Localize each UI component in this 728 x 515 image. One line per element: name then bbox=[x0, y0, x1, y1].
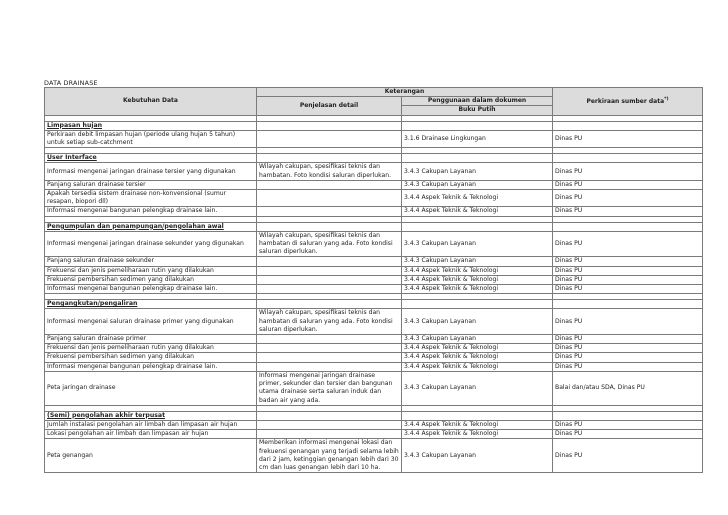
section-title: Limpasan hujan bbox=[45, 121, 257, 130]
penjelasan-detail-cell bbox=[257, 180, 402, 189]
empty-cell bbox=[402, 222, 553, 231]
sumber-data-cell: Dinas PU bbox=[553, 231, 703, 257]
kebutuhan-data-cell: Informasi mengenai bangunan pelengkap drainase lain. bbox=[45, 285, 257, 294]
empty-cell bbox=[257, 222, 402, 231]
sumber-data-cell: Dinas PU bbox=[553, 190, 703, 207]
section-title: Pengangkutan/pengaliran bbox=[45, 300, 257, 309]
table-row bbox=[45, 190, 703, 207]
sumber-data-cell: Dinas PU bbox=[553, 257, 703, 266]
section-title: Pengumpulan dan penampungan/pengolahan awal bbox=[45, 222, 257, 231]
sumber-data-cell: Dinas PU bbox=[553, 163, 703, 180]
penjelasan-detail-cell: Wilayah cakupan, spesifikasi teknis dan hambatan di saluran yang ada. Foto kondisi saluran diperlukan. bbox=[257, 231, 402, 257]
table-row bbox=[45, 420, 703, 429]
empty-cell bbox=[553, 222, 703, 231]
section-row bbox=[45, 411, 703, 420]
kebutuhan-data-cell: Lokasi pengolahan air limbah dan limpasan air hujan bbox=[45, 430, 257, 439]
section-row bbox=[45, 121, 703, 130]
sumber-data-cell: Dinas PU bbox=[553, 362, 703, 371]
kebutuhan-data-cell: Informasi mengenai bangunan pelengkap drainase lain. bbox=[45, 362, 257, 371]
penjelasan-detail-cell bbox=[257, 353, 402, 362]
table-row bbox=[45, 266, 703, 275]
header-keterangan: Keterangan bbox=[257, 88, 553, 97]
penjelasan-detail-cell bbox=[257, 430, 402, 439]
penjelasan-detail-cell bbox=[257, 335, 402, 344]
sumber-data-cell: Dinas PU bbox=[553, 266, 703, 275]
section-row bbox=[45, 154, 703, 163]
sumber-data-cell: Dinas PU bbox=[553, 439, 703, 473]
penjelasan-detail-cell bbox=[257, 420, 402, 429]
penggunaan-dokumen-cell: 3.4.3 Cakupan Layanan bbox=[402, 180, 553, 189]
sumber-data-cell: Dinas PU bbox=[553, 309, 703, 335]
empty-cell bbox=[402, 121, 553, 130]
table-row bbox=[45, 207, 703, 216]
penjelasan-detail-cell: Informasi mengenai jaringan drainase primer, sekunder dan tersier dan bangunan utama drainase serta saluran induk dan badan air yang ada. bbox=[257, 371, 402, 405]
penggunaan-dokumen-cell: 3.4.3 Cakupan Layanan bbox=[402, 371, 553, 405]
penjelasan-detail-cell bbox=[257, 190, 402, 207]
table-row bbox=[45, 163, 703, 180]
section-row bbox=[45, 300, 703, 309]
penggunaan-dokumen-cell: 3.4.4 Aspek Teknik & Teknologi bbox=[402, 285, 553, 294]
kebutuhan-data-cell: Apakah tersedia sistem drainase non-konvensional (sumur resapan, biopori dll) bbox=[45, 190, 257, 207]
penggunaan-dokumen-cell: 3.4.4 Aspek Teknik & Teknologi bbox=[402, 353, 553, 362]
penjelasan-detail-cell bbox=[257, 207, 402, 216]
empty-cell bbox=[257, 411, 402, 420]
table-row bbox=[45, 257, 703, 266]
empty-cell bbox=[553, 121, 703, 130]
table-row bbox=[45, 180, 703, 189]
sumber-data-cell: Dinas PU bbox=[553, 180, 703, 189]
kebutuhan-data-cell: Perkiraan debit limpasan hujan (periode ulang hujan 5 tahun) untuk setiap sub-catchment bbox=[45, 130, 257, 147]
kebutuhan-data-cell: Informasi mengenai bangunan pelengkap drainase lain. bbox=[45, 207, 257, 216]
sumber-data-cell: Dinas PU bbox=[553, 285, 703, 294]
empty-cell bbox=[257, 154, 402, 163]
kebutuhan-data-cell: Peta jaringan drainase bbox=[45, 371, 257, 405]
empty-cell bbox=[553, 411, 703, 420]
penggunaan-dokumen-cell: 3.4.3 Cakupan Layanan bbox=[402, 257, 553, 266]
penggunaan-dokumen-cell: 3.4.4 Aspek Teknik & Teknologi bbox=[402, 430, 553, 439]
header-perkiraan-sumber-data: Perkiraan sumber data*) bbox=[553, 88, 703, 116]
penjelasan-detail-cell bbox=[257, 362, 402, 371]
section-title: (Semi) pengolahan akhir terpusat bbox=[45, 411, 257, 420]
table-row bbox=[45, 344, 703, 353]
sumber-data-cell: Dinas PU bbox=[553, 420, 703, 429]
empty-cell bbox=[402, 154, 553, 163]
penggunaan-dokumen-cell: 3.1.6 Drainase Lingkungan bbox=[402, 130, 553, 147]
table-row bbox=[45, 371, 703, 405]
kebutuhan-data-cell: Frekuensi dan jenis pemeliharaan rutin yang dilakukan bbox=[45, 266, 257, 275]
kebutuhan-data-cell: Panjang saluran drainase tersier bbox=[45, 180, 257, 189]
penggunaan-dokumen-cell: 3.4.3 Cakupan Layanan bbox=[402, 335, 553, 344]
penggunaan-dokumen-cell: 3.4.4 Aspek Teknik & Teknologi bbox=[402, 207, 553, 216]
penggunaan-dokumen-cell: 3.4.3 Cakupan Layanan bbox=[402, 163, 553, 180]
penjelasan-detail-cell bbox=[257, 130, 402, 147]
penjelasan-detail-cell: Wilayah cakupan, spesifikasi teknis dan hambatan di saluran yang ada. Foto kondisi saluran diperlukan. bbox=[257, 309, 402, 335]
sumber-data-cell: Dinas PU bbox=[553, 335, 703, 344]
penggunaan-dokumen-cell: 3.4.3 Cakupan Layanan bbox=[402, 439, 553, 473]
header-penjelasan-detail: Penjelasan detail bbox=[257, 97, 402, 115]
table-row bbox=[45, 353, 703, 362]
section-row bbox=[45, 222, 703, 231]
kebutuhan-data-cell: Peta genangan bbox=[45, 439, 257, 473]
kebutuhan-data-cell: Informasi mengenai saluran drainase primer yang digunakan bbox=[45, 309, 257, 335]
kebutuhan-data-cell: Informasi mengenai jaringan drainase tersier yang digunakan bbox=[45, 163, 257, 180]
empty-cell bbox=[257, 121, 402, 130]
table-row bbox=[45, 285, 703, 294]
penggunaan-dokumen-cell: 3.4.4 Aspek Teknik & Teknologi bbox=[402, 420, 553, 429]
penjelasan-detail-cell bbox=[257, 257, 402, 266]
penjelasan-detail-cell bbox=[257, 266, 402, 275]
header-penggunaan-dalam-dokumen: Penggunaan dalam dokumen bbox=[402, 97, 553, 106]
empty-cell bbox=[553, 154, 703, 163]
kebutuhan-data-cell: Informasi mengenai jaringan drainase sekunder yang digunakan bbox=[45, 231, 257, 257]
sumber-data-cell: Dinas PU bbox=[553, 344, 703, 353]
sumber-data-cell: Dinas PU bbox=[553, 430, 703, 439]
penggunaan-dokumen-cell: 3.4.3 Cakupan Layanan bbox=[402, 309, 553, 335]
penjelasan-detail-cell bbox=[257, 344, 402, 353]
kebutuhan-data-cell: Jumlah instalasi pengolahan air limbah dan limpasan air hujan bbox=[45, 420, 257, 429]
empty-cell bbox=[402, 300, 553, 309]
penjelasan-detail-cell bbox=[257, 275, 402, 284]
sumber-data-cell: Dinas PU bbox=[553, 130, 703, 147]
penggunaan-dokumen-cell: 3.4.3 Cakupan Layanan bbox=[402, 231, 553, 257]
penggunaan-dokumen-cell: 3.4.4 Aspek Teknik & Teknologi bbox=[402, 266, 553, 275]
table-row bbox=[45, 231, 703, 257]
header-kebutuhan-data: Kebutuhan Data bbox=[45, 88, 257, 116]
table-row bbox=[45, 335, 703, 344]
sumber-data-cell: Dinas PU bbox=[553, 353, 703, 362]
sumber-data-cell: Dinas PU bbox=[553, 207, 703, 216]
penggunaan-dokumen-cell: 3.4.4 Aspek Teknik & Teknologi bbox=[402, 362, 553, 371]
table-row bbox=[45, 130, 703, 147]
sumber-data-cell: Dinas PU bbox=[553, 275, 703, 284]
empty-cell bbox=[257, 300, 402, 309]
table-row bbox=[45, 275, 703, 284]
kebutuhan-data-cell: Frekuensi pembersihan sedimen yang dilakukan bbox=[45, 275, 257, 284]
penjelasan-detail-cell: Memberikan informasi mengenai lokasi dan frekuensi genangan yang terjadi selama lebih dari 2 jam, ketinggian genangan lebih dari 30 cm dan luas genangan lebih dari 10 ha. bbox=[257, 439, 402, 473]
penggunaan-dokumen-cell: 3.4.4 Aspek Teknik & Teknologi bbox=[402, 275, 553, 284]
penjelasan-detail-cell: Wilayah cakupan, spesifikasi teknis dan hambatan. Foto kondisi saluran diperlukan. bbox=[257, 163, 402, 180]
kebutuhan-data-cell: Frekuensi dan jenis pemeliharaan rutin yang dilakukan bbox=[45, 344, 257, 353]
penjelasan-detail-cell bbox=[257, 285, 402, 294]
table-row bbox=[45, 362, 703, 371]
kebutuhan-data-cell: Panjang saluran drainase primer bbox=[45, 335, 257, 344]
drainage-data-table bbox=[44, 87, 703, 473]
section-title: User Interface bbox=[45, 154, 257, 163]
table-row bbox=[45, 439, 703, 473]
penggunaan-dokumen-cell: 3.4.4 Aspek Teknik & Teknologi bbox=[402, 190, 553, 207]
page-title: DATA DRAINASE bbox=[44, 79, 98, 87]
table-row bbox=[45, 430, 703, 439]
empty-cell bbox=[553, 300, 703, 309]
table-row bbox=[45, 309, 703, 335]
header-buku-putih: Buku Putih bbox=[402, 106, 553, 115]
kebutuhan-data-cell: Frekuensi pembersihan sedimen yang dilakukan bbox=[45, 353, 257, 362]
sumber-data-cell: Balai dan/atau SDA, Dinas PU bbox=[553, 371, 703, 405]
kebutuhan-data-cell: Panjang saluran drainase sekunder bbox=[45, 257, 257, 266]
empty-cell bbox=[402, 411, 553, 420]
penggunaan-dokumen-cell: 3.4.4 Aspek Teknik & Teknologi bbox=[402, 344, 553, 353]
